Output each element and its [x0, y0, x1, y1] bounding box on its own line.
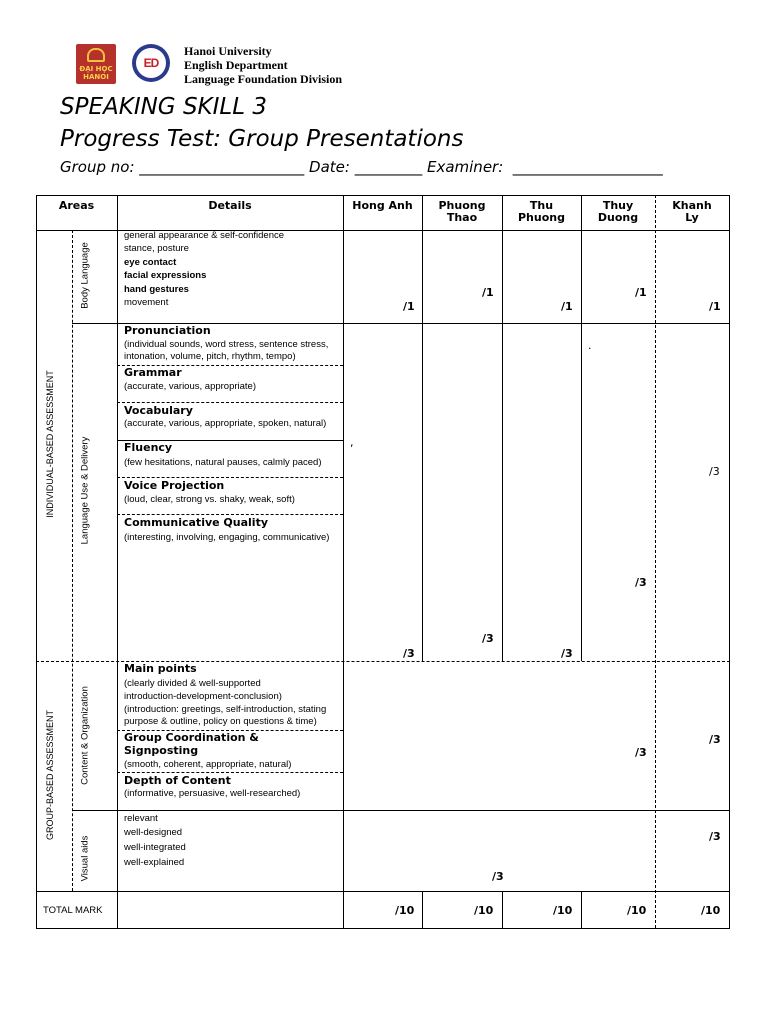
body-item: facial expressions — [124, 270, 207, 281]
header-line-division: Language Foundation Division — [184, 72, 343, 86]
visual-item: well-integrated — [124, 842, 186, 853]
header-details: Details — [208, 199, 252, 212]
criterion-desc: (introduction: greetings, self-introduction, stating — [124, 704, 327, 715]
body-item: general appearance & self-confidence — [124, 230, 285, 241]
criterion-title: Pronunciation — [124, 324, 211, 337]
mark-body-5: /1 — [709, 300, 721, 313]
total-mark-label: TOTAL MARK — [43, 905, 103, 916]
stray-comma: , — [350, 436, 354, 449]
criterion-title: Grammar — [124, 366, 182, 379]
body-item: stance, posture — [124, 243, 189, 254]
body-item: eye contact — [124, 257, 177, 268]
mark-lang-1: /3 — [403, 647, 415, 660]
criterion-desc: (loud, clear, strong vs. shaky, weak, soft) — [124, 494, 295, 505]
criterion-title: Communicative Quality — [124, 516, 268, 529]
visual-item: relevant — [124, 813, 158, 824]
sublabel-body-language: Body Language — [79, 242, 91, 309]
criterion-desc: purpose & outline, policy on questions & time) — [124, 716, 317, 727]
header-student-4: Thuy Duong — [597, 199, 639, 224]
visual-item: well-explained — [124, 857, 185, 868]
header-areas: Areas — [58, 199, 95, 212]
criterion-desc: (informative, persuasive, well-researched) — [124, 788, 301, 799]
mark-lang-4: /3 — [635, 576, 647, 589]
body-item: movement — [124, 297, 169, 308]
mark-lang-2: /3 — [482, 632, 494, 645]
mark-body-3: /1 — [561, 300, 573, 313]
criterion-title-2: Signposting — [124, 744, 199, 757]
criterion-title: Fluency — [124, 441, 173, 454]
mark-body-2: /1 — [482, 286, 494, 299]
criterion-desc: (smooth, coherent, appropriate, natural) — [124, 759, 292, 770]
mark-group-content-5: /3 — [709, 733, 721, 746]
visual-item: well-designed — [124, 827, 183, 838]
mark-lang-3: /3 — [561, 647, 573, 660]
total-3: /10 — [553, 904, 573, 917]
stray-dot: . — [588, 339, 592, 352]
doc-subtitle: Progress Test: Group Presentations — [60, 126, 464, 152]
criterion-desc: (accurate, various, appropriate, spoken, natural) — [124, 418, 327, 429]
body-item: hand gestures — [124, 284, 189, 295]
header-student-2: Phuong Thao — [438, 199, 486, 224]
criterion-title: Depth of Content — [124, 774, 231, 787]
criterion-title: Voice Projection — [124, 479, 225, 492]
mark-body-1: /1 — [403, 300, 415, 313]
header-student-3: Thu Phuong — [518, 199, 565, 224]
criterion-desc: (individual sounds, word stress, sentence stress, — [124, 339, 329, 350]
logo-ed-text: ED — [143, 56, 159, 70]
total-5: /10 — [701, 904, 721, 917]
group-date-examiner-line: Group no: ______________________ Date: _________ Examiner: ____________________ — [60, 158, 663, 176]
section-label-group: GROUP-BASED ASSESSMENT — [45, 709, 55, 841]
mark-group-visual: /3 — [492, 870, 504, 883]
mark-lang-5: /3 — [709, 465, 720, 478]
criterion-desc: intonation, volume, pitch, rhythm, tempo) — [124, 351, 296, 362]
criterion-desc: (few hesitations, natural pauses, calmly paced) — [124, 457, 322, 468]
sublabel-content-organization: Content & Organization — [79, 686, 91, 785]
section-label-individual: INDIVIDUAL-BASED ASSESSMENT — [45, 370, 55, 518]
total-1: /10 — [395, 904, 415, 917]
mark-body-4: /1 — [635, 286, 647, 299]
criterion-desc: (clearly divided & well-supported — [124, 678, 261, 689]
mark-group-content: /3 — [635, 746, 647, 759]
total-2: /10 — [474, 904, 494, 917]
doc-title: SPEAKING SKILL 3 — [60, 94, 267, 120]
sublabel-visual-aids: Visual aids — [79, 835, 91, 882]
criterion-title: Main points — [124, 662, 197, 675]
header-line-department: English Department — [184, 58, 288, 72]
total-4: /10 — [627, 904, 647, 917]
criterion-desc: (interesting, involving, engaging, communicative) — [124, 532, 330, 543]
mark-group-visual-5: /3 — [709, 830, 721, 843]
sublabel-language-use: Language Use & Delivery — [79, 436, 91, 545]
english-department-logo — [132, 44, 170, 82]
criterion-desc: (accurate, various, appropriate) — [124, 381, 257, 392]
hanoi-university-logo — [76, 44, 116, 84]
header-line-university: Hanoi University — [184, 44, 272, 58]
criterion-desc: introduction-development-conclusion) — [124, 691, 282, 702]
header-student-1: Hong Anh — [352, 199, 413, 212]
logo-text: ĐẠI HỌC HANOI — [79, 65, 113, 81]
criterion-title: Vocabulary — [124, 404, 193, 417]
criterion-title: Group Coordination & — [124, 731, 259, 744]
header-student-5: Khanh Ly — [672, 199, 712, 224]
